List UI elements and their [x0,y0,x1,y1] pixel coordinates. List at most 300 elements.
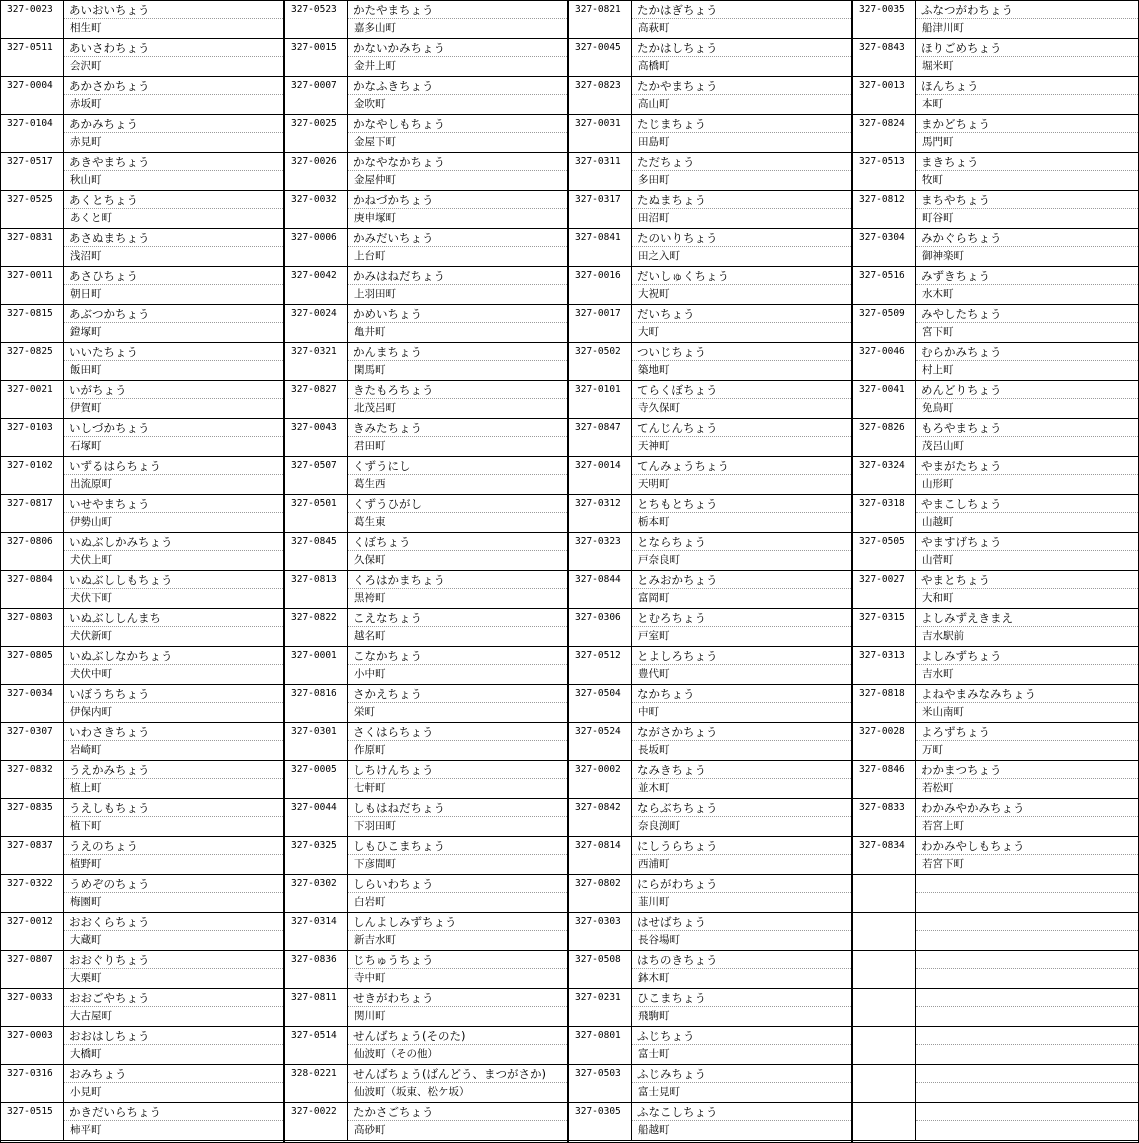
town-reading: かなふきちょう [348,77,567,95]
town-names [348,77,567,114]
town-reading: あさぬまちょう [64,229,283,247]
postal-code: 327-0516 [853,267,916,304]
town-names [64,533,283,570]
town-name: 朝日町 [70,288,102,300]
town-name: 庚申塚町 [354,212,396,224]
table-row [853,495,1138,533]
postal-code: 327-0826 [853,419,916,456]
table-row [285,305,567,343]
town-name: 並木町 [638,782,670,794]
town-name [916,1083,1138,1102]
town-name: 伊保内町 [70,706,112,718]
town-reading: かみだいちょう [348,229,567,247]
postal-code: 327-0525 [1,191,64,228]
table-row [285,913,567,951]
town-names [348,609,567,646]
table-row [1,609,283,647]
town-name: 赤坂町 [70,98,102,110]
postal-code: 327-0034 [1,685,64,722]
table-column-1 [1,1,285,1142]
postal-code: 327-0515 [1,1103,64,1140]
town-name: 大町 [638,326,659,338]
postal-code: 327-0827 [285,381,348,418]
table-row [569,343,851,381]
town-names [916,609,1138,646]
table-row [569,533,851,571]
town-name: 富士町 [638,1048,670,1060]
postal-code: 327-0513 [853,153,916,190]
town-name: 七軒町 [354,782,386,794]
town-reading: せきがわちょう [348,989,567,1007]
table-row [1,381,283,419]
postal-code: 327-0817 [1,495,64,532]
postal-code: 327-0307 [1,723,64,760]
postal-code: 327-0503 [569,1065,632,1102]
town-reading: あくとちょう [64,191,283,209]
town-names [64,267,283,304]
table-row [285,1027,567,1065]
town-reading: かねづかちょう [348,191,567,209]
town-reading: うめぞのちょう [64,875,283,893]
town-reading: とよしろちょう [632,647,851,665]
town-names [64,723,283,760]
table-row [1,799,283,837]
town-names [64,1103,283,1140]
postal-code: 327-0823 [569,77,632,114]
postal-code: 327-0815 [1,305,64,342]
table-row [285,1103,567,1141]
town-reading: だいちょう [632,305,851,323]
town-reading: しらいわちょう [348,875,567,893]
town-name: あくと町 [70,212,112,224]
town-reading [916,1103,1138,1121]
town-names [348,761,567,798]
town-name: 白岩町 [354,896,386,908]
table-row [285,989,567,1027]
town-reading: はせばちょう [632,913,851,931]
table-row [853,1027,1138,1065]
table-row [285,761,567,799]
table-row [853,229,1138,267]
postal-code [853,875,916,912]
town-reading: さくはらちょう [348,723,567,741]
town-name: 嘉多山町 [354,22,396,34]
town-reading: とならちょう [632,533,851,551]
town-names [916,989,1138,1026]
table-row [569,305,851,343]
postal-code [853,951,916,988]
table-row [853,305,1138,343]
town-reading: ふじみちょう [632,1065,851,1083]
postal-code: 327-0324 [853,457,916,494]
town-name: 船越町 [638,1124,670,1136]
table-row [285,191,567,229]
town-reading: ふなつがわちょう [916,1,1138,19]
table-row [853,153,1138,191]
town-names [348,875,567,912]
table-row [1,1027,283,1065]
table-row [853,685,1138,723]
town-names [348,381,567,418]
town-name: 犬伏上町 [70,554,112,566]
town-name: 田之入町 [638,250,680,262]
town-reading [916,913,1138,931]
table-row [1,1,283,39]
table-row [853,761,1138,799]
town-name: 免鳥町 [922,402,954,414]
table-row [569,989,851,1027]
town-reading: みかぐらちょう [916,229,1138,247]
postal-code: 327-0505 [853,533,916,570]
town-names [916,913,1138,950]
town-names [916,571,1138,608]
town-reading: やまこしちょう [916,495,1138,513]
postal-code: 327-0804 [1,571,64,608]
table-row [1,951,283,989]
town-name: 堀米町 [922,60,954,72]
town-names [916,495,1138,532]
town-names [348,571,567,608]
town-reading: ならぶちちょう [632,799,851,817]
town-reading: あぶつかちょう [64,305,283,323]
town-names [348,685,567,722]
table-row [569,267,851,305]
postal-code: 327-0046 [853,343,916,380]
table-row [569,457,851,495]
town-name: 本町 [922,98,943,110]
table-row [569,39,851,77]
town-names [632,761,851,798]
table-row [569,609,851,647]
table-row [569,495,851,533]
town-name: 西浦町 [638,858,670,870]
town-reading: くずうひがし [348,495,567,513]
town-name: 犬伏下町 [70,592,112,604]
postal-code: 327-0806 [1,533,64,570]
town-names [348,115,567,152]
town-names [916,305,1138,342]
town-names [64,305,283,342]
town-names [348,419,567,456]
town-reading: にらがわちょう [632,875,851,893]
table-row [1,77,283,115]
table-row [853,913,1138,951]
table-row [285,799,567,837]
postal-code: 327-0042 [285,267,348,304]
table-row [569,153,851,191]
town-reading: いぬぶししもちょう [64,571,283,589]
town-names [916,381,1138,418]
postal-code: 327-0041 [853,381,916,418]
town-reading: ふなこしちょう [632,1103,851,1121]
town-names [348,647,567,684]
postal-code: 327-0024 [285,305,348,342]
town-name: 黒袴町 [354,592,386,604]
town-names [64,191,283,228]
postal-code: 327-0802 [569,875,632,912]
town-reading: かたやまちょう [348,1,567,19]
town-name: 茂呂山町 [922,440,964,452]
town-names [348,39,567,76]
town-name: 伊勢山町 [70,516,112,528]
town-names [916,457,1138,494]
town-reading: じちゅうちょう [348,951,567,969]
table-row [853,39,1138,77]
postal-code: 327-0002 [569,761,632,798]
town-names [348,1,567,38]
town-names [348,837,567,874]
town-name: 大橋町 [70,1048,102,1060]
postal-code: 327-0032 [285,191,348,228]
town-names [632,609,851,646]
postal-code: 327-0837 [1,837,64,874]
town-name: 犬伏中町 [70,668,112,680]
town-name: 柿平町 [70,1124,102,1136]
town-names [64,229,283,266]
town-names [632,495,851,532]
town-names [64,153,283,190]
table-row [285,77,567,115]
town-names [632,39,851,76]
town-name: 万町 [922,744,943,756]
postal-code: 327-0323 [569,533,632,570]
table-row [569,913,851,951]
town-name: 御神楽町 [922,250,964,262]
town-names [916,153,1138,190]
town-name: 大古屋町 [70,1010,112,1022]
postal-code: 327-0844 [569,571,632,608]
town-name: 植野町 [70,858,102,870]
town-name: 上羽田町 [354,288,396,300]
town-names [348,799,567,836]
town-reading: せんばちょう(そのた) [348,1027,567,1045]
table-row [285,1065,567,1103]
table-row [1,457,283,495]
table-column-2 [285,1,569,1142]
town-names [64,1027,283,1064]
town-name: 飛駒町 [638,1010,670,1022]
table-row [1,495,283,533]
town-reading: おみちょう [64,1065,283,1083]
town-name: 鉢木町 [638,972,670,984]
town-names [916,343,1138,380]
town-name: 越名町 [354,630,386,642]
postal-code: 327-0102 [1,457,64,494]
table-row [285,1,567,39]
town-name: 植下町 [70,820,102,832]
postal-code: 327-0314 [285,913,348,950]
town-names [916,875,1138,912]
table-row [853,343,1138,381]
town-reading: たのいりちょう [632,229,851,247]
town-names [64,837,283,874]
town-name: 富岡町 [638,592,670,604]
table-row [1,1065,283,1103]
town-names [632,989,851,1026]
postal-code: 327-0016 [569,267,632,304]
table-row [285,115,567,153]
postal-code: 327-0001 [285,647,348,684]
town-reading: くずうにし [348,457,567,475]
postal-code: 327-0805 [1,647,64,684]
town-name: 葛生西 [354,478,386,490]
town-reading: たかさごちょう [348,1103,567,1121]
table-row [1,115,283,153]
town-names [64,343,283,380]
table-row [285,267,567,305]
table-row [285,837,567,875]
town-name: 関川町 [354,1010,386,1022]
town-name: 奈良渕町 [638,820,680,832]
table-row [1,343,283,381]
town-name [916,1121,1138,1140]
postal-code: 327-0045 [569,39,632,76]
table-row [1,39,283,77]
postal-code: 327-0003 [1,1027,64,1064]
town-names [64,761,283,798]
town-names [916,685,1138,722]
postal-code: 327-0803 [1,609,64,646]
town-names [632,571,851,608]
postal-code [853,1027,916,1064]
table-row [853,875,1138,913]
town-reading: いしづかちょう [64,419,283,437]
town-name: 大蔵町 [70,934,102,946]
town-reading: くぼちょう [348,533,567,551]
town-reading: ただちょう [632,153,851,171]
postal-code: 327-0833 [853,799,916,836]
table-row [285,571,567,609]
table-row [853,191,1138,229]
town-reading: よろずちょう [916,723,1138,741]
town-names [64,571,283,608]
town-name: 金井上町 [354,60,396,72]
postal-code: 327-0316 [1,1065,64,1102]
town-reading: かなやなかちょう [348,153,567,171]
postal-code: 327-0841 [569,229,632,266]
town-reading: いがちょう [64,381,283,399]
town-name: 植上町 [70,782,102,794]
town-names [64,647,283,684]
town-names [64,1,283,38]
town-names [64,913,283,950]
table-row [285,153,567,191]
town-reading: いずるはらちょう [64,457,283,475]
town-name: 伊賀町 [70,402,102,414]
town-names [632,913,851,950]
postal-code [853,1103,916,1140]
town-names [64,799,283,836]
town-names [64,419,283,456]
town-names [348,495,567,532]
town-name: 金吹町 [354,98,386,110]
table-row [1,989,283,1027]
town-name: 築地町 [638,364,670,376]
town-name: 新吉水町 [354,934,396,946]
postal-code: 327-0031 [569,115,632,152]
town-name: 戸室町 [638,630,670,642]
town-reading [916,875,1138,893]
town-name: 会沢町 [70,60,102,72]
town-names [632,723,851,760]
town-name: 上台町 [354,250,386,262]
town-reading: ひこまちょう [632,989,851,1007]
table-row [569,723,851,761]
town-names [916,951,1138,988]
postal-code: 327-0015 [285,39,348,76]
table-row [569,951,851,989]
town-reading: やまとちょう [916,571,1138,589]
table-row [853,799,1138,837]
table-row [1,761,283,799]
postal-code: 327-0325 [285,837,348,874]
town-names [632,153,851,190]
town-names [348,153,567,190]
town-names [632,381,851,418]
town-name: 下羽田町 [354,820,396,832]
town-names [916,647,1138,684]
town-names [916,419,1138,456]
town-names [632,647,851,684]
postal-code [853,913,916,950]
postal-code: 327-0824 [853,115,916,152]
town-names [916,39,1138,76]
town-name: 岩崎町 [70,744,102,756]
town-names [348,457,567,494]
postal-code: 327-0818 [853,685,916,722]
town-name: 相生町 [70,22,102,34]
postal-code: 328-0221 [285,1065,348,1102]
town-name: 君田町 [354,440,386,452]
town-reading: いぼうちちょう [64,685,283,703]
town-name: 下彦間町 [354,858,396,870]
postal-code: 327-0318 [853,495,916,532]
postal-code: 327-0011 [1,267,64,304]
town-names [348,989,567,1026]
town-reading: さかえちょう [348,685,567,703]
town-reading: こえなちょう [348,609,567,627]
postal-code: 327-0821 [569,1,632,38]
town-names [348,343,567,380]
postal-code: 327-0027 [853,571,916,608]
postal-code: 327-0512 [569,647,632,684]
town-name: 若宮上町 [922,820,964,832]
town-reading: うえかみちょう [64,761,283,779]
town-names [64,115,283,152]
town-reading: とちもとちょう [632,495,851,513]
postal-code [853,1065,916,1102]
town-reading: とみおかちょう [632,571,851,589]
town-names [916,1027,1138,1064]
postal-code: 327-0832 [1,761,64,798]
postal-code: 327-0313 [853,647,916,684]
table-row [569,1,851,39]
town-names [64,39,283,76]
table-row [1,419,283,457]
town-names [916,115,1138,152]
table-row [285,609,567,647]
postal-code: 327-0303 [569,913,632,950]
town-name: 久保町 [354,554,386,566]
table-row [1,229,283,267]
town-name: 作原町 [354,744,386,756]
town-reading: しんよしみずちょう [348,913,567,931]
town-names [632,229,851,266]
postal-code: 327-0043 [285,419,348,456]
town-reading: しもはねだちょう [348,799,567,817]
town-name: 米山南町 [922,706,964,718]
town-reading: みやしたちょう [916,305,1138,323]
